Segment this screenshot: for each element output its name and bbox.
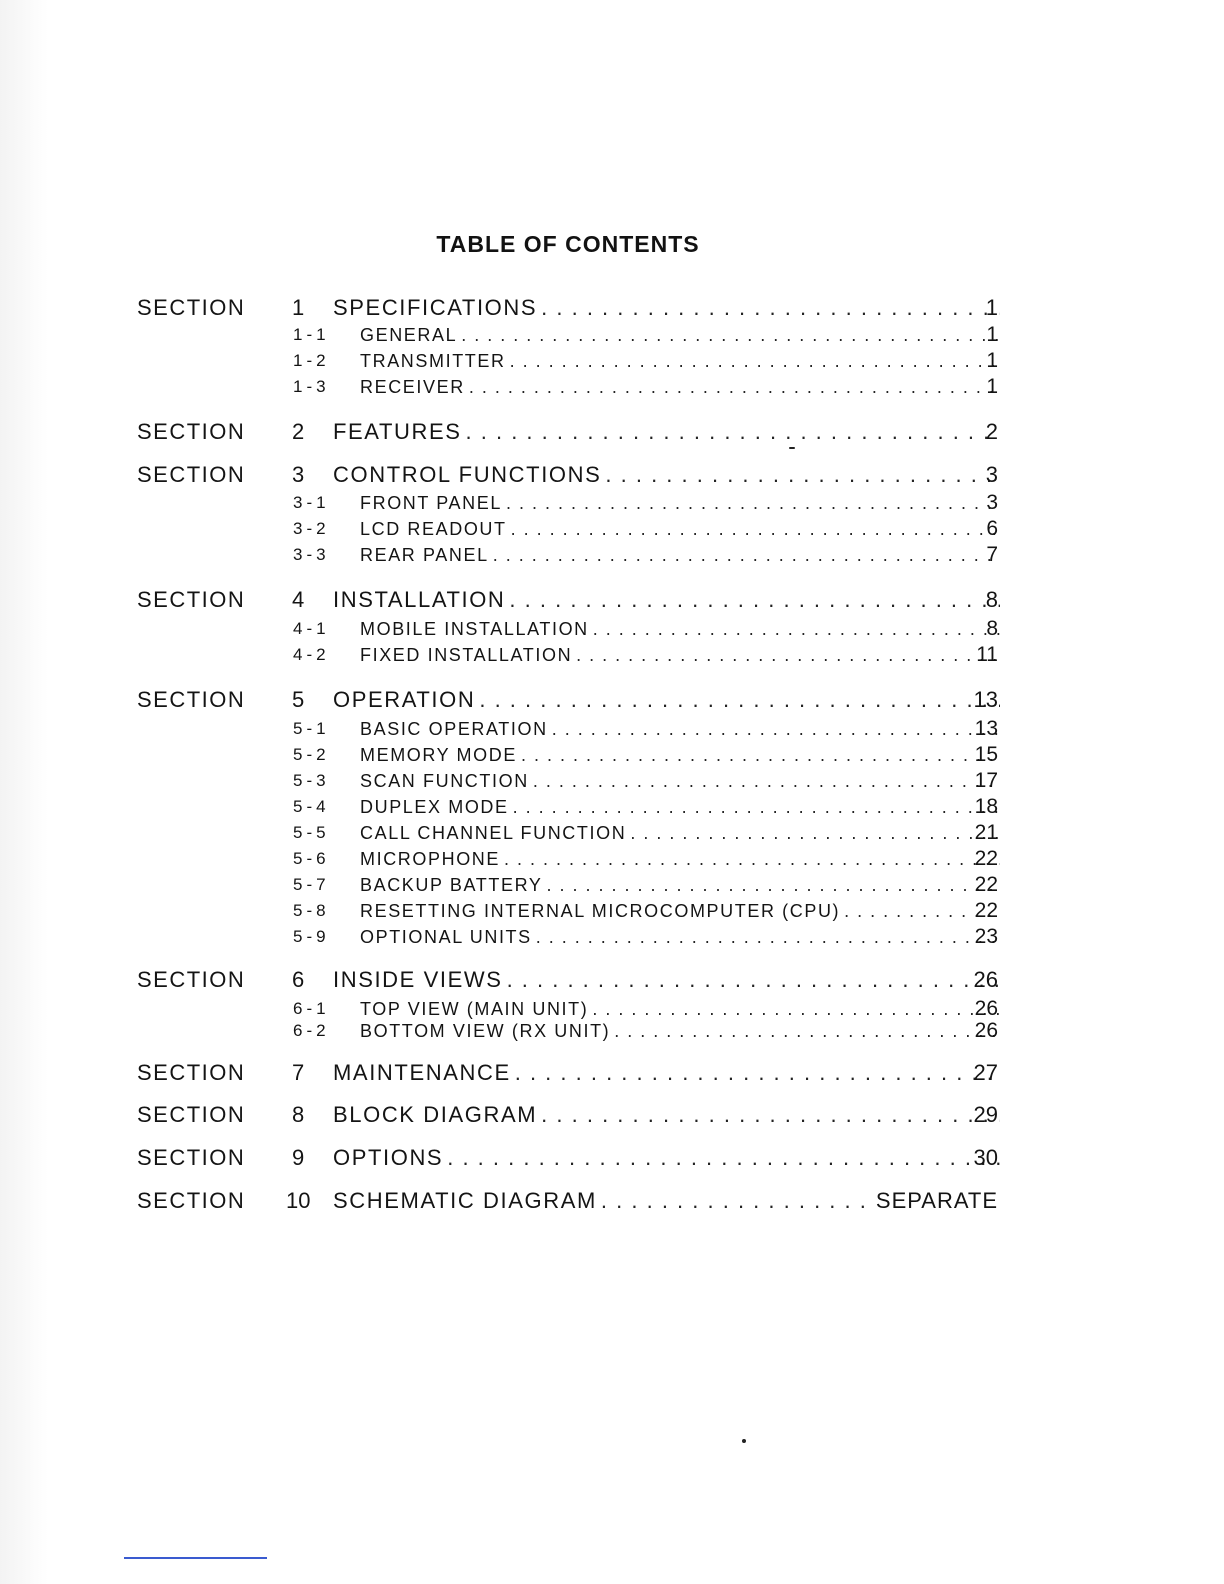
- subsection-title: [360, 898, 1000, 924]
- subsection-title: [360, 716, 1000, 742]
- dot-leader: [546, 872, 1000, 898]
- subsection-row: [0, 794, 1224, 820]
- subsection-number: 3-1: [293, 493, 330, 512]
- scan-speck: [789, 447, 795, 449]
- section-page-number: 26: [973, 967, 998, 992]
- section-row: [0, 293, 1224, 323]
- section-title-text: MAINTENANCE: [333, 1060, 511, 1085]
- subsection-page-number: 23: [974, 925, 998, 948]
- section-title-text: FEATURES: [333, 419, 462, 444]
- section-title: [333, 965, 1000, 995]
- subsection-number: 4-1: [293, 619, 330, 638]
- subsection-title-text: BASIC OPERATION: [360, 719, 548, 739]
- subsection-title: [360, 846, 1000, 872]
- subsection-page-number: 7: [986, 543, 998, 566]
- subsection-page-number: 22: [974, 873, 998, 896]
- subsection-number: 1-2: [293, 351, 330, 370]
- section-page-number: 1: [985, 295, 998, 320]
- section-number: 5: [292, 687, 305, 712]
- scan-speck: [742, 1439, 746, 1443]
- subsection-row: [0, 516, 1224, 542]
- subsection-page-number: 22: [974, 899, 998, 922]
- section-number: 2: [292, 419, 305, 444]
- subsection-number: 1-1: [293, 325, 330, 344]
- section-row: [0, 585, 1224, 615]
- subsection-row: [0, 374, 1224, 400]
- dot-leader: [513, 794, 1000, 820]
- dot-leader: [533, 768, 1000, 794]
- subsection-number: 5-9: [293, 927, 330, 946]
- section-number: 4: [292, 587, 305, 612]
- section-title: [333, 417, 1000, 447]
- section-page-number: 13: [973, 687, 998, 712]
- subsection-page-number: 17: [974, 769, 998, 792]
- dot-leader: [541, 293, 1000, 323]
- subsection-title: [360, 820, 1000, 846]
- dot-leader: [576, 642, 1000, 668]
- subsection-number: 5-8: [293, 901, 330, 920]
- subsection-number: 5-5: [293, 823, 330, 842]
- section-row: [0, 1100, 1224, 1130]
- subsection-title-text: CALL CHANNEL FUNCTION: [360, 823, 627, 843]
- dot-leader: [461, 322, 1000, 348]
- subsection-page-number: 15: [974, 743, 998, 766]
- section-label: SECTION: [137, 1188, 246, 1213]
- subsection-row: [0, 642, 1224, 668]
- section-label: SECTION: [137, 295, 246, 320]
- dot-leader: [552, 716, 1000, 742]
- section-number: 10: [286, 1188, 311, 1213]
- section-number: 7: [292, 1060, 305, 1085]
- subsection-number: 3-2: [293, 519, 330, 538]
- section-label: SECTION: [137, 1060, 246, 1085]
- subsection-title: [360, 542, 1000, 568]
- subsection-title-text: DUPLEX MODE: [360, 797, 509, 817]
- section-row: [0, 685, 1224, 715]
- subsection-title-text: RECEIVER: [360, 377, 465, 397]
- subsection-title: [360, 768, 1000, 794]
- subsection-title: [360, 872, 1000, 898]
- subsection-page-number: 13: [974, 717, 998, 740]
- subsection-row: [0, 716, 1224, 742]
- dot-leader: [509, 585, 1000, 615]
- subsection-title: [360, 374, 1000, 400]
- dot-leader: [469, 374, 1000, 400]
- subsection-page-number: 21: [974, 821, 998, 844]
- subsection-page-number: 18: [974, 795, 998, 818]
- subsection-title-text: GENERAL: [360, 325, 458, 345]
- subsection-number: 5-7: [293, 875, 330, 894]
- section-label: SECTION: [137, 462, 246, 487]
- section-row: [0, 1186, 1224, 1216]
- subsection-title: [360, 516, 1000, 542]
- section-number: 6: [292, 967, 305, 992]
- section-title-text: OPTIONS: [333, 1145, 444, 1170]
- subsection-title-text: TOP VIEW (MAIN UNIT): [360, 999, 589, 1019]
- subsection-row: [0, 616, 1224, 642]
- subsection-title-text: RESETTING INTERNAL MICROCOMPUTER (CPU): [360, 901, 841, 921]
- subsection-number: 5-3: [293, 771, 330, 790]
- section-title: [333, 460, 1000, 490]
- section-title: [333, 585, 1000, 615]
- subsection-row: [0, 768, 1224, 794]
- section-label: SECTION: [137, 1102, 246, 1127]
- section-title-text: CONTROL FUNCTIONS: [333, 462, 602, 487]
- section-title: [333, 1100, 1000, 1130]
- subsection-page-number: 1: [986, 349, 998, 372]
- dot-leader: [510, 348, 1000, 374]
- section-title: [333, 1058, 1000, 1088]
- section-number: 9: [292, 1145, 305, 1170]
- subsection-title-text: MICROPHONE: [360, 849, 501, 869]
- dot-leader: [507, 965, 1000, 995]
- section-title: [333, 1143, 1000, 1173]
- section-page-number: 3: [985, 462, 998, 487]
- section-page-number: 2: [985, 419, 998, 444]
- dot-leader: [479, 685, 1000, 715]
- section-row: [0, 1058, 1224, 1088]
- subsection-title: [360, 616, 1000, 642]
- section-title-text: SPECIFICATIONS: [333, 295, 538, 320]
- section-label: SECTION: [137, 587, 246, 612]
- dot-leader: [511, 516, 1000, 542]
- section-page-number: 29: [973, 1102, 998, 1127]
- subsection-title-text: TRANSMITTER: [360, 351, 506, 371]
- subsection-row: [0, 924, 1224, 950]
- section-page-number: 27: [973, 1060, 998, 1085]
- section-title-text: SCHEMATIC DIAGRAM: [333, 1188, 597, 1213]
- subsection-page-number: 26: [974, 997, 998, 1020]
- section-title: [333, 685, 1000, 715]
- subsection-number: 5-4: [293, 797, 330, 816]
- footer-rule: [124, 1557, 267, 1559]
- subsection-row: [0, 898, 1224, 924]
- subsection-page-number: 3: [986, 491, 998, 514]
- section-title: [333, 293, 1000, 323]
- subsection-title-text: SCAN FUNCTION: [360, 771, 529, 791]
- subsection-number: 5-1: [293, 719, 330, 738]
- subsection-number: 4-2: [293, 645, 330, 664]
- dot-leader: [521, 742, 1000, 768]
- subsection-title: [360, 348, 1000, 374]
- section-row: [0, 1143, 1224, 1173]
- dot-leader: [506, 490, 1000, 516]
- section-label: SECTION: [137, 967, 246, 992]
- subsection-page-number: 1: [986, 323, 998, 346]
- subsection-title: [360, 924, 1000, 950]
- subsection-number: 5-6: [293, 849, 330, 868]
- section-title-text: INSIDE VIEWS: [333, 967, 503, 992]
- section-title-text: BLOCK DIAGRAM: [333, 1102, 538, 1127]
- section-row: [0, 460, 1224, 490]
- subsection-title: [360, 490, 1000, 516]
- subsection-row: [0, 348, 1224, 374]
- subsection-title-text: FRONT PANEL: [360, 493, 502, 513]
- subsection-number: 5-2: [293, 745, 330, 764]
- subsection-title: [360, 1018, 1000, 1044]
- section-number: 1: [292, 295, 305, 320]
- dot-leader: [515, 1058, 1000, 1088]
- subsection-row: [0, 872, 1224, 898]
- section-page-number: 30: [973, 1145, 998, 1170]
- subsection-title-text: MEMORY MODE: [360, 745, 517, 765]
- subsection-page-number: 1: [986, 375, 998, 398]
- subsection-title-text: OPTIONAL UNITS: [360, 927, 532, 947]
- section-title-text: INSTALLATION: [333, 587, 506, 612]
- dot-leader: [541, 1100, 1000, 1130]
- subsection-title-text: REAR PANEL: [360, 545, 489, 565]
- subsection-row: [0, 490, 1224, 516]
- page-title: TABLE OF CONTENTS: [436, 231, 700, 258]
- subsection-title: [360, 322, 1000, 348]
- dot-leader: [536, 924, 1000, 950]
- section-page-number: 8: [985, 587, 998, 612]
- subsection-row: [0, 322, 1224, 348]
- dot-leader: [447, 1143, 1000, 1173]
- section-page-number: SEPARATE: [875, 1188, 998, 1213]
- subsection-number: 6-1: [293, 999, 330, 1018]
- subsection-page-number: 11: [976, 643, 998, 666]
- subsection-page-number: 6: [986, 517, 998, 540]
- section-row: [0, 417, 1224, 447]
- subsection-title-text: BOTTOM VIEW (RX UNIT): [360, 1021, 611, 1041]
- section-label: SECTION: [137, 1145, 246, 1170]
- subsection-title-text: FIXED INSTALLATION: [360, 645, 573, 665]
- subsection-row: [0, 1018, 1224, 1044]
- subsection-title: [360, 742, 1000, 768]
- dot-leader: [493, 542, 1000, 568]
- subsection-row: [0, 820, 1224, 846]
- subsection-page-number: 22: [974, 847, 998, 870]
- subsection-row: [0, 542, 1224, 568]
- section-title: [333, 1186, 872, 1216]
- subsection-number: 3-3: [293, 545, 330, 564]
- subsection-title-text: MOBILE INSTALLATION: [360, 619, 589, 639]
- subsection-title: [360, 794, 1000, 820]
- subsection-number: 6-2: [293, 1021, 330, 1040]
- dot-leader: [601, 1186, 872, 1216]
- dot-leader: [466, 417, 1000, 447]
- subsection-page-number: 26: [974, 1019, 998, 1042]
- section-number: 8: [292, 1102, 305, 1127]
- subsection-row: [0, 742, 1224, 768]
- subsection-number: 1-3: [293, 377, 330, 396]
- section-label: SECTION: [137, 419, 246, 444]
- subsection-page-number: 8: [986, 617, 998, 640]
- section-number: 3: [292, 462, 305, 487]
- subsection-title-text: BACKUP BATTERY: [360, 875, 543, 895]
- section-title-text: OPERATION: [333, 687, 476, 712]
- subsection-row: [0, 846, 1224, 872]
- dot-leader: [504, 846, 1000, 872]
- subsection-title: [360, 642, 1000, 668]
- subsection-title-text: LCD READOUT: [360, 519, 507, 539]
- section-label: SECTION: [137, 687, 246, 712]
- section-row: [0, 965, 1224, 995]
